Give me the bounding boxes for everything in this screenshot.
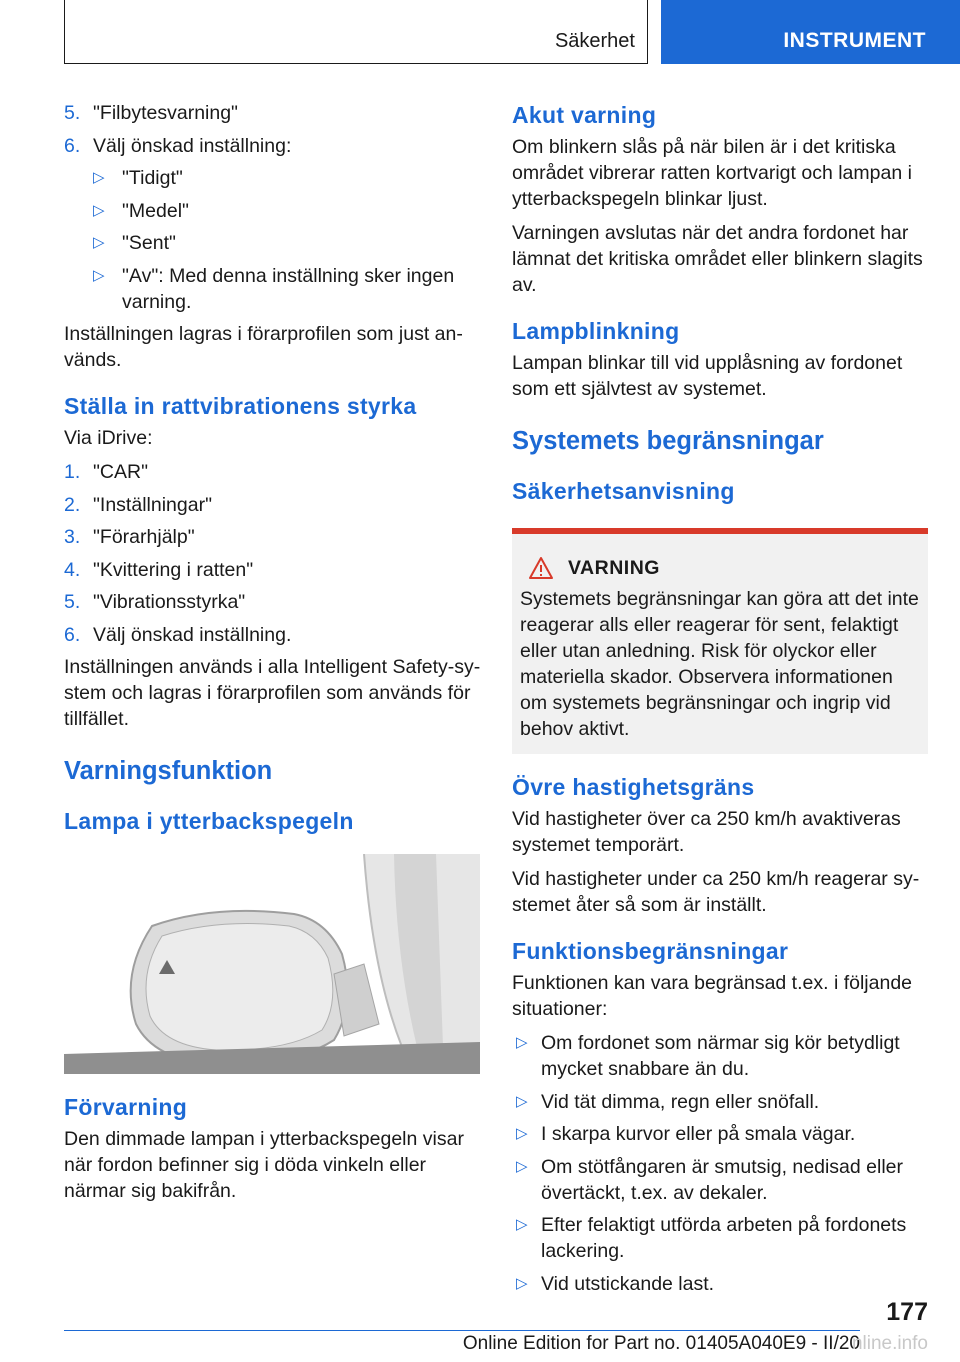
list-item: ▷ I skarpa kurvor eller på smala vägar.	[516, 1123, 856, 1145]
list-item: 6. Välj önskad inställning:	[64, 134, 292, 157]
heading-lamp-blink: Lampblinkning	[512, 318, 680, 344]
heading-speed-limit: Övre hastighetsgräns	[512, 774, 755, 800]
triangle-bullet-icon: ▷	[516, 1216, 528, 1233]
steps-list-vibration	[64, 459, 484, 648]
warning-header	[520, 556, 920, 580]
list-item: 3. "Förarhjälp"	[64, 526, 195, 548]
page-number: 177	[886, 1298, 928, 1326]
paragraph: Varningen avslutas när det andra fordonet har lämnat det kritiska området eller blinkern slagits av.	[512, 222, 923, 296]
heading-system-limits: Systemets begränsningar	[512, 427, 824, 455]
header-chapter-title: INSTRUMENT	[783, 29, 926, 52]
heading-safety-note: Säkerhetsanvisning	[512, 478, 735, 504]
right-column	[512, 100, 928, 1303]
list-item: 4. "Kvittering i ratten"	[64, 558, 254, 581]
header-section-title: Säkerhet	[554, 30, 635, 52]
paragraph: Inställningen lagras i förarprofilen som just används.	[64, 323, 463, 371]
list-item: 2. "Inställningar"	[64, 493, 212, 516]
list-item: ▷ Efter felaktigt utförda arbeten på fordonets lackering.	[516, 1214, 907, 1262]
list-item: ▷ Vid utstickande last.	[516, 1272, 715, 1295]
triangle-bullet-icon: ▷	[93, 266, 105, 284]
left-column	[64, 100, 484, 1212]
list-item: ▷ "Av": Med denna inställning sker ingen varning.	[93, 264, 455, 313]
triangle-bullet-icon: ▷	[516, 1092, 528, 1110]
paragraph: Om blinkern slås på när bilen är i det kritiska området vibrerar ratten kortvarigt och lampan i ytterbackspegeln blinkar ljust.	[512, 136, 912, 210]
list-item: ▷ Om fordonet som närmar sig kör betydligt mycket snabbare än du.	[516, 1032, 900, 1080]
list-item: ▷ "Sent"	[93, 232, 176, 254]
heading-function-limits: Funktionsbegränsningar	[512, 938, 789, 964]
heading-acute-warning: Akut varning	[512, 102, 657, 128]
paragraph: Lampan blinkar till vid upplåsning av fordonet som ett självtest av systemet.	[512, 352, 903, 400]
heading-lamp: Lampa i ytterbackspegeln	[64, 808, 354, 834]
warning-triangle-icon	[528, 556, 554, 580]
heading-warning-function: Varningsfunktion	[64, 757, 273, 785]
triangle-bullet-icon: ▷	[516, 1274, 528, 1292]
list-item: ▷ Vid tät dimma, regn eller snöfall.	[516, 1090, 820, 1113]
paragraph: Den dimmade lampan i ytterbackspegeln visar när fordon befinner sig i döda vinkeln eller närmar sig bakifrån.	[64, 1128, 464, 1202]
paragraph: Vid hastigheter över ca 250 km/h avaktiveras systemet temporärt.	[512, 808, 901, 856]
triangle-bullet-icon: ▷	[516, 1157, 528, 1175]
paragraph: Vid hastigheter under ca 250 km/h reagerar systemet åter så som är inställt.	[512, 868, 920, 916]
list-item: 5. "Vibrationsstyrka"	[64, 591, 246, 613]
triangle-bullet-icon: ▷	[516, 1034, 528, 1051]
list-item: ▷ "Medel"	[93, 199, 189, 222]
options-list	[64, 165, 484, 315]
triangle-bullet-icon: ▷	[93, 234, 105, 251]
watermark: nline.info	[851, 1333, 928, 1354]
warning-text: Systemets begränsningar kan göra att det inte reagerar alls eller reagerar för sent, felaktigt eller utan anledning. Risk för olyckor eller materiella skador. Observera informationen om systemets begränsningar och ingrip vid behov aktivt.	[520, 588, 919, 740]
limitations-list	[512, 1030, 928, 1297]
mirror-illustration	[64, 854, 480, 1074]
heading-vibration: Ställa in rattvibrationens styrka	[64, 393, 417, 419]
list-item: 5. "Filbytesvarning"	[64, 102, 238, 124]
triangle-bullet-icon: ▷	[93, 169, 105, 186]
footer-divider	[64, 1330, 860, 1331]
footer-edition: Online Edition for Part no. 01405A040E9 - II/20	[462, 1333, 860, 1354]
warning-title: VARNING	[568, 556, 660, 579]
paragraph: Funktionen kan vara begränsad t.ex. i följande situationer:	[512, 972, 913, 1020]
steps-list-lane-change	[64, 100, 484, 159]
paragraph: Via iDrive:	[64, 427, 153, 449]
warning-box	[512, 528, 928, 754]
list-item: 1. "CAR"	[64, 461, 149, 483]
list-item: ▷ Om stötfångaren är smutsig, nedisad eller övertäckt, t.ex. av dekaler.	[516, 1155, 904, 1204]
header-section-box	[64, 0, 648, 64]
paragraph: Inställningen används i alla Intelligent Safety-system och lagras i förarprofilen som används för tillfället.	[64, 656, 481, 730]
triangle-bullet-icon: ▷	[93, 201, 105, 219]
list-item: ▷ "Tidigt"	[93, 167, 183, 189]
header-chapter-tab	[661, 0, 960, 64]
heading-pre-warning: Förvarning	[64, 1094, 188, 1120]
triangle-bullet-icon: ▷	[516, 1125, 528, 1142]
list-item: 6. Välj önskad inställning.	[64, 623, 292, 646]
